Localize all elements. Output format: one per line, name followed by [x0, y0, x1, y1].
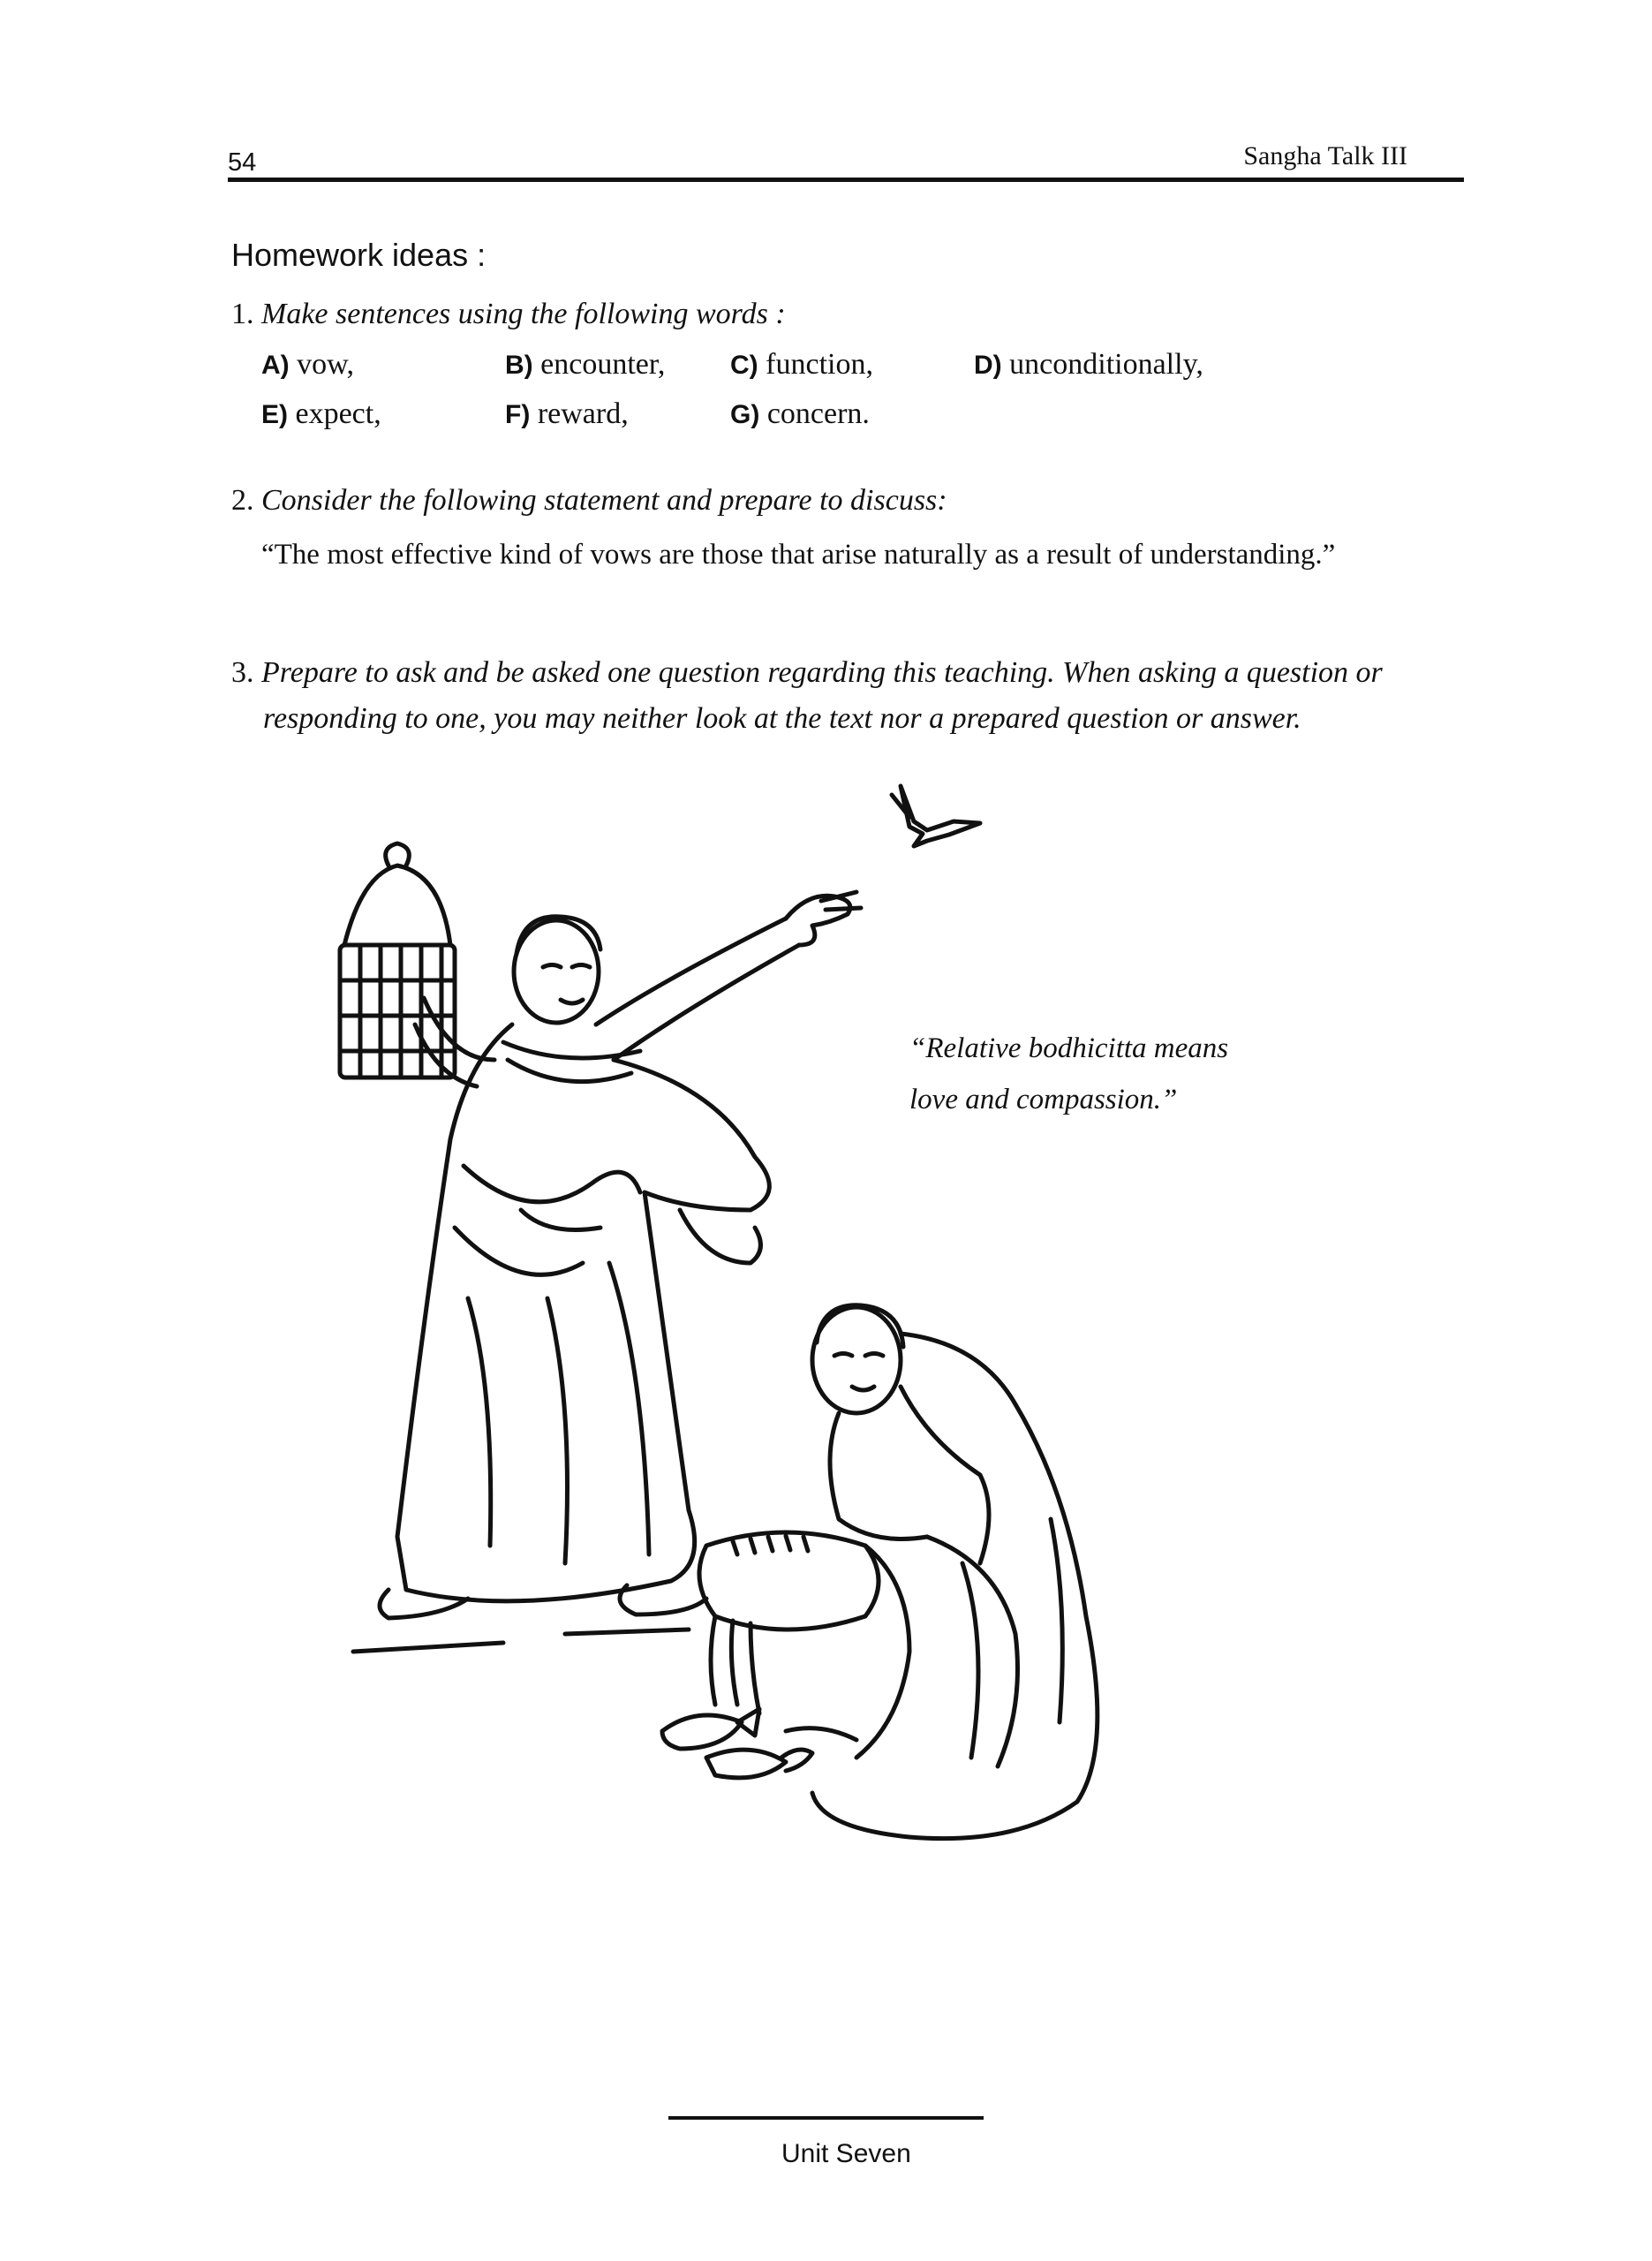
caption-line-2: love and compassion.”	[909, 1084, 1178, 1115]
word-item: C) function,	[730, 348, 873, 381]
footer-unit-label: Unit Seven	[781, 2139, 911, 2168]
word-item: G) concern.	[730, 397, 870, 430]
question-3-line-2: responding to one, you may neither look at the text nor a prepared question or answer.	[263, 702, 1301, 735]
question-2-number: 2.	[231, 484, 254, 517]
monks-illustration	[291, 768, 1289, 1925]
page-number: 54	[228, 148, 257, 177]
word-item: B) encounter,	[505, 348, 666, 381]
question-3-line-1: Prepare to ask and be asked one question regarding this teaching. When asking a question or	[261, 656, 1383, 689]
bird-cage-icon	[340, 843, 455, 1078]
header-rule	[228, 178, 1464, 182]
question-2-quote: “The most effective kind of vows are those that arise naturally as a result of understanding.”	[261, 539, 1336, 571]
homework-heading: Homework ideas :	[231, 237, 487, 273]
bird-icon	[892, 786, 980, 846]
question-2-prompt: Consider the following statement and prepare to discuss:	[261, 484, 947, 517]
word-item: E) expect,	[261, 397, 381, 430]
word-item: F) reward,	[505, 397, 629, 430]
caption-line-1: “Relative bodhicitta means	[909, 1032, 1229, 1064]
question-2	[231, 484, 947, 518]
question-1-prompt: Make sentences using the following words :	[261, 298, 786, 330]
question-3	[231, 650, 1467, 742]
illustration-caption	[909, 1023, 1228, 1125]
crouching-monk	[662, 1305, 1098, 1839]
word-item: D) unconditionally,	[974, 348, 1203, 381]
question-1	[231, 298, 786, 331]
question-3-number: 3.	[231, 656, 254, 689]
footer-rule	[668, 2116, 984, 2120]
word-item: A) vow,	[261, 348, 355, 381]
question-1-number: 1.	[231, 298, 254, 330]
running-header-title: Sangha Talk III	[1243, 141, 1407, 170]
